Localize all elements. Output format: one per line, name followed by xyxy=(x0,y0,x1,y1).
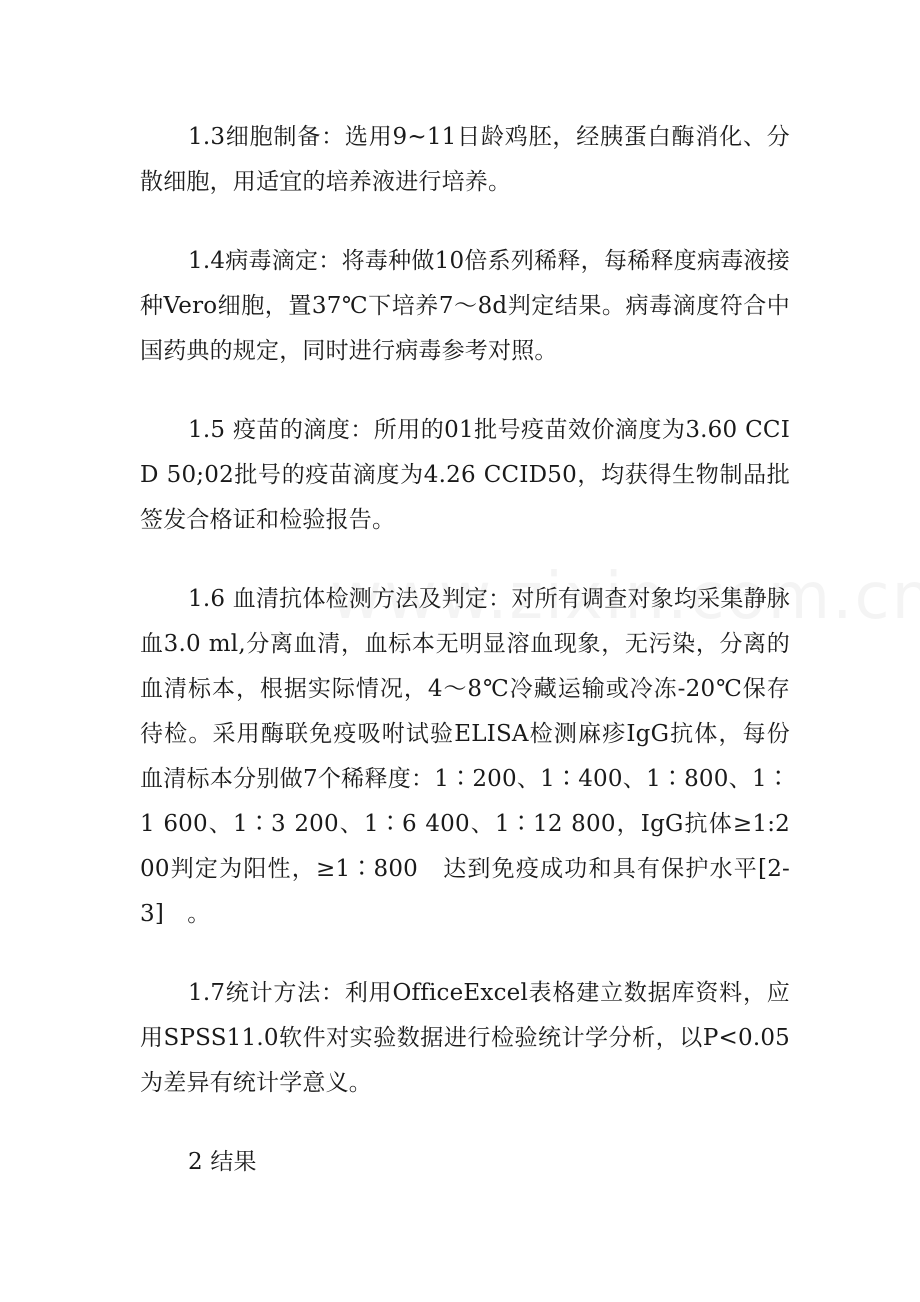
paragraph-virus-titration: 1.4病毒滴定：将毒种做10倍系列稀释，每稀释度病毒液接种Vero细胞，置37℃下培养7～8d判定结果。病毒滴度符合中国药典的规定，同时进行病毒参考对照。 xyxy=(140,248,790,364)
section-heading-results: 2 结果 xyxy=(188,1149,257,1175)
paragraph-antibody-detection: 1.6 血清抗体检测方法及判定：对所有调查对象均采集静脉血3.0 ml,分离血清，血标本无明显溶血现象，无污染，分离的血清标本，根据实际情况，4～8℃冷藏运输或冷冻-20℃保存待检。采用酶联免疫吸咐试验ELISA检测麻疹IgG抗体，每份血清标本分别做7个稀释度：1∶200、1∶400、1∶800、1∶1 600、1∶3 200、1∶6 400、1∶12 800，IgG抗体≥1:200判定为阳性，≥1∶800 达到免疫成功和具有保护水平[2-3] 。 xyxy=(140,586,790,927)
paragraph-vaccine-titer: 1.5 疫苗的滴度：所用的01批号疫苗效价滴度为3.60 CCID 50;02批号的疫苗滴度为4.26 CCID50，均获得生物制品批签发合格证和检验报告。 xyxy=(140,417,790,533)
paragraph-cell-preparation: 1.3细胞制备：选用9~11日龄鸡胚，经胰蛋白酶消化、分散细胞，用适宜的培养液进行培养。 xyxy=(140,124,790,195)
paragraph-statistical-methods: 1.7统计方法：利用OfficeExcel表格建立数据库资料，应用SPSS11.0软件对实验数据进行检验统计学分析，以P<0.05为差异有统计学意义。 xyxy=(140,980,790,1096)
document-page xyxy=(140,115,790,1219)
